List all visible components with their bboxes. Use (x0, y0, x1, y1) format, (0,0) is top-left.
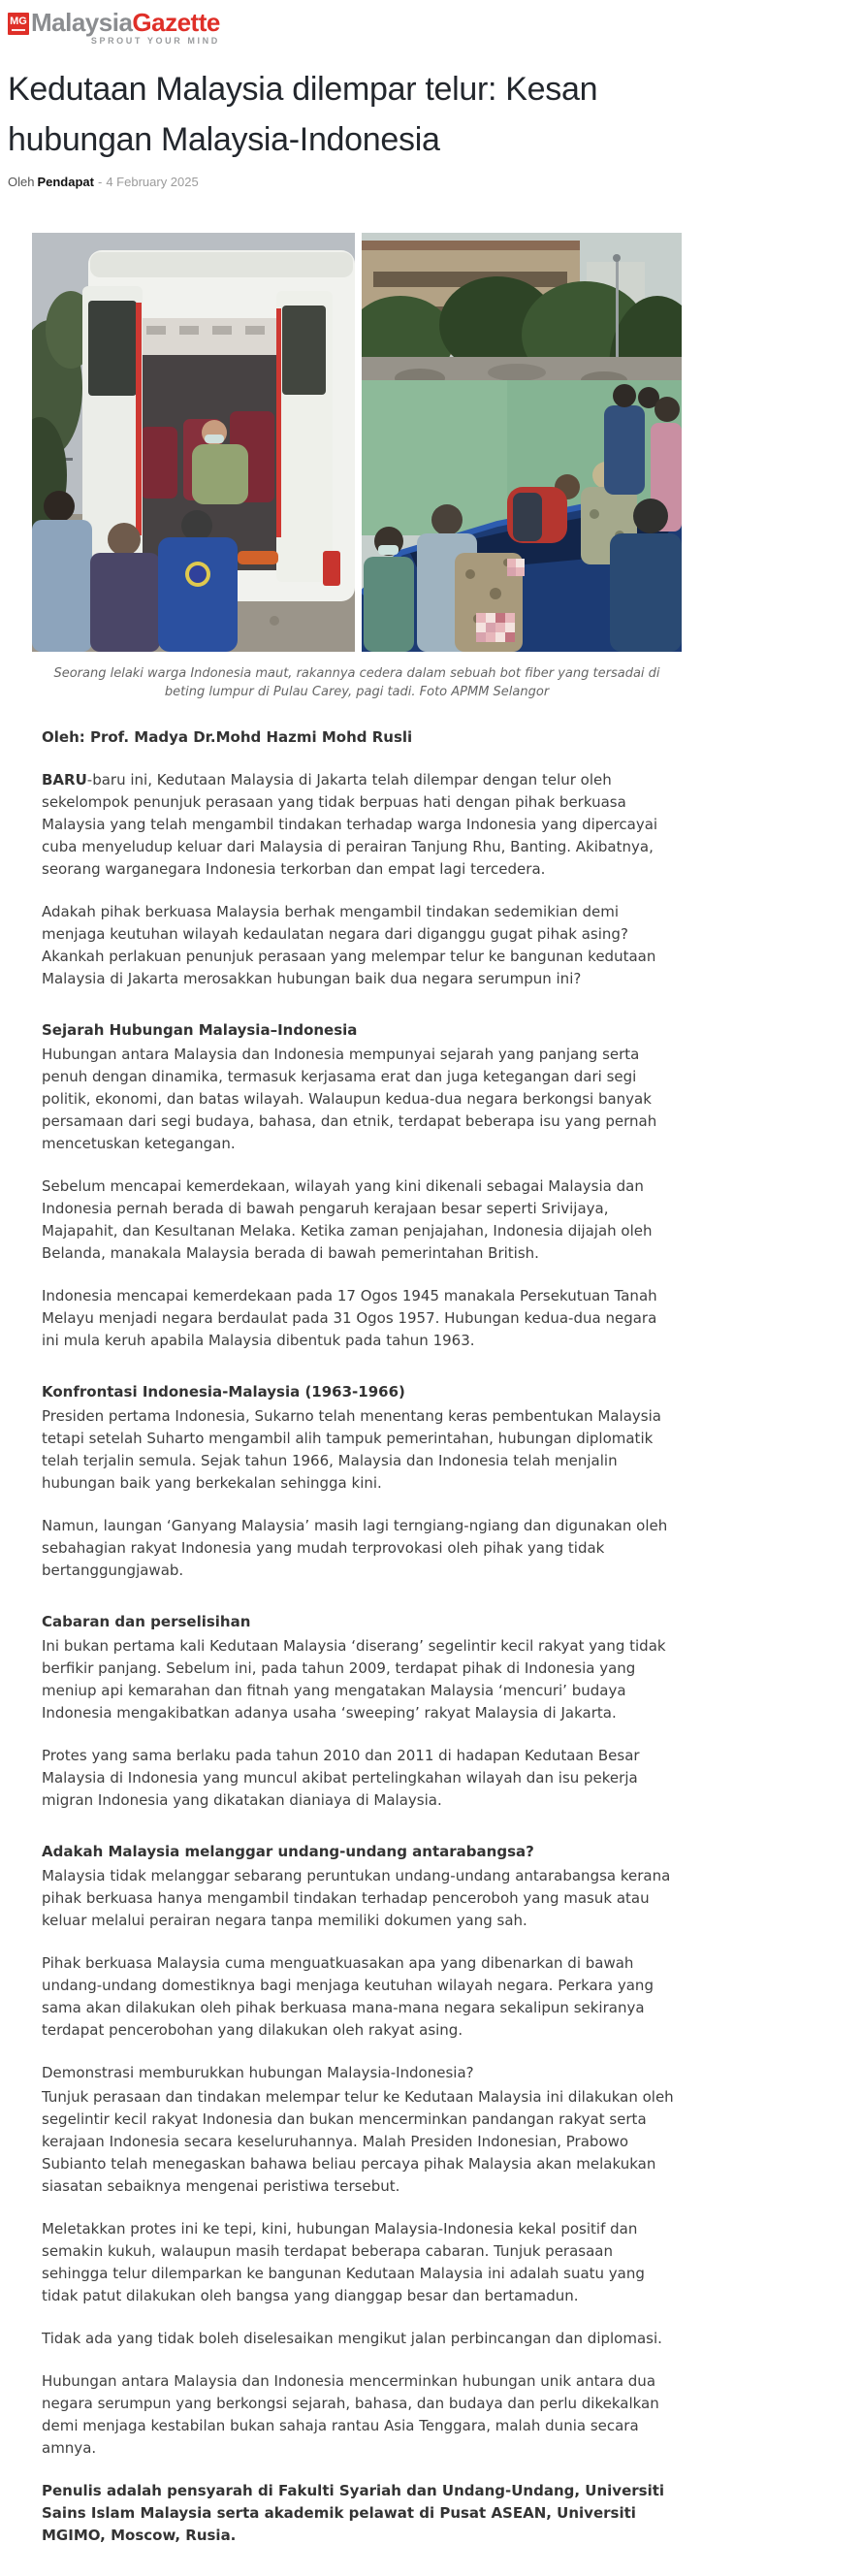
paragraph: Penulis adalah pensyarah di Fakulti Syariah dan Undang-Undang, Universiti Sains Islam Malaysia serta akademik pelawat di Pusat ASEAN, Universiti MGIMO, Moscow, Rusia. (42, 2482, 665, 2544)
paragraph: Meletakkan protes ini ke tepi, kini, hubungan Malaysia-Indonesia kekal positif dan semakin kukuh, walaupun masih terdapat beberapa cabaran. Tunjuk perasaan sehingga telur dilemparkan ke bangunan Kedutaan Malaysia ini adalah suatu yang tidak patut dilakukan oleh bangsa yang dianggap besar dan bertamadun. (42, 2220, 645, 2304)
mg-logo-bar (12, 29, 25, 31)
mg-logo-text: MG (10, 16, 27, 27)
paragraph: Malaysia tidak melanggar sebarang peruntukan undang-undang antarabangsa kerana pihak berkuasa hanya mengambil tindakan terhadap penceroboh yang masuk atau keluar melalui perairan negara tanpa memiliki dokumen yang sah. (42, 1867, 671, 1929)
byline (8, 174, 862, 190)
section-heading: Konfrontasi Indonesia-Malaysia (1963-1966) (42, 1383, 405, 1401)
section-heading: Sejarah Hubungan Malaysia–Indonesia (42, 1021, 358, 1039)
photo-caption: Seorang lelaki warga Indonesia maut, rakannya cedera dalam sebuah bot fiber yang tersadai di beting lumpur di Pulau Carey, pagi tadi. Foto APMM Selangor (53, 666, 660, 699)
author-credit: Oleh: Prof. Madya Dr.Mohd Hazmi Mohd Rusli (42, 728, 413, 746)
paragraph: Hubungan antara Malaysia dan Indonesia mencerminkan hubungan unik antara dua negara serumpun yang berkongsi sejarah, bahasa, dan budaya dan perlu dikekalkan demi menjaga kestabilan bukan sahaja rantau Asia Tenggara, malah dunia secara amnya. (42, 2372, 659, 2457)
photo-row (32, 233, 682, 652)
paragraph: Adakah pihak berkuasa Malaysia berhak mengambil tindakan sedemikian demi menjaga keutuhan wilayah kedaulatan negara dari diganggu gugat pihak asing? Akankah perlakuan penunjuk perasaan yang melempar telur ke bangunan kedutaan Malaysia di Jakarta merosakkan hubungan baik dua negara serumpun ini? (42, 903, 656, 987)
paragraph: Pihak berkuasa Malaysia cuma menguatkuasakan apa yang dibenarkan di bawah undang-undang domestiknya bagi menjaga keutuhan wilayah negara. Perkara yang sama akan dilakukan oleh pihak berkuasa mana-mana negara sekalipun sekiranya terdapat pencerobohan yang dilakukan oleh rakyat asing. (42, 1954, 654, 2039)
section-heading: Cabaran dan perselisihan (42, 1613, 251, 1630)
article-title: Kedutaan Malaysia dilempar telur: Kesan hubungan Malaysia-Indonesia (8, 71, 598, 158)
paragraph: Ini bukan pertama kali Kedutaan Malaysia ‘diserang’ segelintir kecil rakyat yang tidak berfikir panjang. Sebelum ini, pada tahun 2009, terdapat pihak di Indonesia yang meniup api kemarahan dan fitnah yang mengatakan Malaysia ‘mencuri’ budaya Indonesia mengakibatkan adanya usaha ‘sweeping’ rakyat Malaysia di Jakarta. (42, 1637, 666, 1722)
paragraph: Hubungan antara Malaysia dan Indonesia mempunyai sejarah yang panjang serta penuh dengan dinamika, termasuk kerjasama erat dan juga ketegangan dari segi politik, ekonomi, dan batas wilayah. Walaupun kedua-dua negara berkongsi banyak persamaan dari segi budaya, bahasa, dan etnik, terdapat beberapa isu yang pernah mencetuskan ketegangan. (42, 1046, 657, 1152)
logo-word-malaysia: Malaysia (31, 8, 133, 37)
paragraph: BARU-baru ini, Kedutaan Malaysia di Jakarta telah dilempar dengan telur oleh sekelompok penunjuk perasaan yang tidak berpuas hati dengan pihak berkuasa Malaysia yang telah mengambil tindakan terhadap warga Indonesia yang dipercayai cuba menyeludup keluar dari Malaysia di perairan Tanjung Rhu, Banting. Akibatnya, seorang warganegara Indonesia terkorban dan empat lagi tercedera. (42, 771, 658, 878)
logo-tagline: SPROUT YOUR MIND (90, 36, 220, 46)
section-heading: Demonstrasi memburukkan hubungan Malaysia-Indonesia? (42, 2064, 474, 2081)
byline-author-link[interactable]: Pendapat (37, 175, 94, 189)
paragraph: Presiden pertama Indonesia, Sukarno telah menentang keras pembentukan Malaysia tetapi setelah Suharto mengambil alih tampuk pemerintahan, hubungan diplomatik telah terjalin semula. Sejak tahun 1966, Malaysia dan Indonesia telah menjalin hubungan baik yang berkekalan sehingga kini. (42, 1407, 661, 1492)
ambulance-photo (32, 233, 355, 652)
logo-row (31, 10, 220, 35)
rescue-boat-photo (362, 233, 682, 652)
paragraph: Sebelum mencapai kemerdekaan, wilayah yang kini dikenali sebagai Malaysia dan Indonesia pernah berada di bawah pengaruh kerajaan besar seperti Srivijaya, Majapahit, dan Kesultanan Melaka. Ketika zaman penjajahan, Indonesia dijajah oleh Belanda, manakala Malaysia berada di bawah pemerintahan British. (42, 1177, 653, 1262)
byline-prefix: Oleh (8, 175, 35, 189)
logo-wordmark (31, 10, 220, 47)
article-figure (32, 233, 682, 701)
paragraph: Protes yang sama berlaku pada tahun 2010 dan 2011 di hadapan Kedutaan Besar Malaysia di Indonesia yang muncul akibat pertelingkahan wilayah dan isu pekerja migran Indonesia yang dikatakan dianiaya di Malaysia. (42, 1747, 640, 1809)
article-body (42, 726, 677, 2547)
site-logo[interactable] (8, 10, 220, 47)
logo-word-gazette: Gazette (132, 8, 220, 37)
section-heading: Adakah Malaysia melanggar undang-undang antarabangsa? (42, 1843, 534, 1860)
site-header (0, 6, 862, 47)
paragraph: Tunjuk perasaan dan tindakan melempar telur ke Kedutaan Malaysia ini dilakukan oleh segelintir kecil rakyat Indonesia dan bukan mencerminkan pandangan rakyat serta kerajaan Indonesia secara keseluruhannya. Malah Presiden Indonesian, Prabowo Subianto telah menegaskan bahawa beliau percaya pihak Malaysia akan melakukan siasatan sebaiknya mengenai peristiwa tersebut. (42, 2088, 674, 2195)
mg-logo-icon (8, 13, 29, 35)
paragraph: Namun, laungan ‘Ganyang Malaysia’ masih lagi terngiang-ngiang dan digunakan oleh sebahagian rakyat Indonesia yang mudah terprovokasi oleh pihak yang tidak bertanggungjawab. (42, 1517, 668, 1579)
byline-date: 4 February 2025 (106, 175, 199, 189)
byline-separator: - (97, 175, 103, 189)
paragraph: Tidak ada yang tidak boleh diselesaikan mengikut jalan perbincangan dan diplomasi. (42, 2330, 662, 2347)
paragraph: Indonesia mencapai kemerdekaan pada 17 Ogos 1945 manakala Persekutuan Tanah Melayu menjadi negara berdaulat pada 31 Ogos 1957. Hubungan kedua-dua negara ini mula keruh apabila Malaysia dibentuk pada tahun 1963. (42, 1287, 657, 1349)
